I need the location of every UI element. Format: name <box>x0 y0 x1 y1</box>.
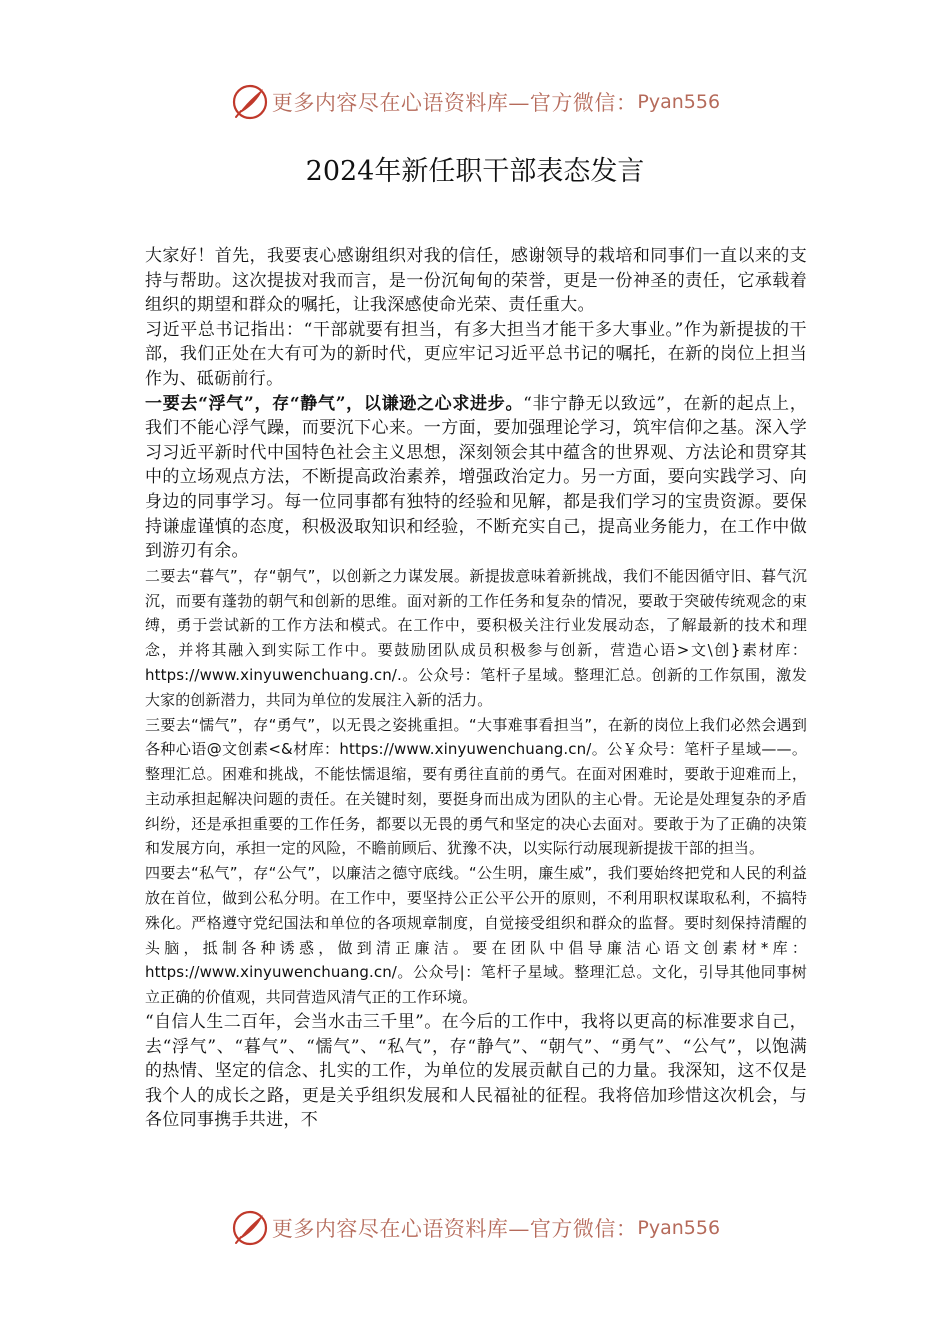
banner-handle: Pyan556 <box>637 91 721 113</box>
paragraph-quote: 习近平总书记指出：“干部就要有担当，有多大担当才能干多大事业。”作为新提拔的干部，我们正处在大有可为的新时代，更应牢记习近平总书记的嘱托，在新的岗位上担当作为、砥砺前行。 <box>145 319 807 389</box>
footer-banner <box>0 1208 950 1248</box>
document-body <box>145 244 807 1133</box>
banner-text: 更多内容尽在心语资料库—官方微信： <box>271 1217 638 1241</box>
paragraph-point-3: 三要去“懦气”，存“勇气”，以无畏之姿挑重担。“大事难事看担当”，在新的岗位上我们必然会遇到各种心语@文创素<&材库：https://www.xinyuwenchuang.cn/。公￥众号：笔杆子星域——。整理汇总。困难和挑战，不能怯懦退缩，要有勇往直前的勇气。在面对困难时，要敢于迎难而上，主动承担起解决问题的责任。在关键时刻，要挺身而出成为团队的主心骨。无论是处理复杂的矛盾纠纷，还是承担重要的工作任务，都要以无畏的勇气和坚定的决心去面对。要敢于为了正确的决策和发展方向，承担一定的风险，不瞻前顾后、犹豫不决，以实际行动展现新提拔干部的担当。 <box>145 715 807 858</box>
paragraph-point-4: 四要去“私气”，存“公气”，以廉洁之德守底线。“公生明，廉生威”，我们要始终把党和人民的利益放在首位，做到公私分明。在工作中，要坚持公正公平公开的原则，不利用职权谋取私利，不搞特殊化。严格遵守党纪国法和单位的各项规章制度，自觉接受组织和群众的监督。要时刻保持清醒的头脑，抵制各种诱惑，做到清正廉洁。要在团队中倡导廉洁心语文创素材*库：https://www.xinyuwenchuang.cn/。公众号|：笔杆子星域。整理汇总。文化，引导其他同事树立正确的价值观，共同营造风清气正的工作环境。 <box>145 864 807 1007</box>
quill-logo-icon <box>230 82 270 122</box>
paragraph-conclusion: “自信人生二百年，会当水击三千里”。在今后的工作中，我将以更高的标准要求自己，去“浮气”、“暮气”、“懦气”、“私气”，存“静气”、“朝气”、“勇气”、“公气”，以饱满的热情、坚定的信念、扎实的工作，为单位的发展贡献自己的力量。我深知，这不仅是我个人的成长之路，更是关乎组织发展和人民福祉的征程。我将倍加珍惜这次机会，与各位同事携手共进，不 <box>145 1012 807 1131</box>
point-1-body: “非宁静无以致远”，在新的起点上，我们不能心浮气躁，而要沉下心来。一方面，要加强理论学习，筑牢信仰之基。深入学习习近平新时代中国特色社会主义思想，深刻领会其中蕴含的世界观、方法论和贯穿其中的立场观点方法，不断提高政治素养，增强政治定力。另一方面，要向实践学习、向身边的同事学习。每一位同事都有独特的经验和见解，都是我们学习的宝贵资源。要保持谦虚谨慎的态度，积极汲取知识和经验，不断充实自己，提高业务能力，在工作中做到游刃有余。 <box>145 393 807 562</box>
banner-text: 更多内容尽在心语资料库—官方微信： <box>271 91 638 115</box>
quill-logo-icon <box>230 1208 270 1248</box>
paragraph-point-2: 二要去“暮气”，存“朝气”，以创新之力谋发展。新提拔意味着新挑战，我们不能因循守旧、暮气沉沉，而要有蓬勃的朝气和创新的思维。面对新的工作任务和复杂的情况，要敢于突破传统观念的束缚，勇于尝试新的工作方法和模式。在工作中，要积极关注行业发展动态，了解最新的技术和理念，并将其融入到实际工作中。要鼓励团队成员积极参与创新，营造心语>文\创}素材库：https://www.xinyuwenchuang.cn/.。公众号：笔杆子星域。整理汇总。创新的工作氛围，激发大家的创新潜力，共同为单位的发展注入新的活力。 <box>145 566 807 709</box>
paragraph-point-1 <box>145 392 807 564</box>
banner-handle: Pyan556 <box>637 1217 721 1239</box>
point-1-heading: 一要去“浮气”，存“静气”，以谦逊之心求进步。 <box>145 393 524 414</box>
document-title: 2024年新任职干部表态发言 <box>305 156 645 187</box>
paragraph-intro: 大家好！首先，我要衷心感谢组织对我的信任，感谢领导的栽培和同事们一直以来的支持与帮助。这次提拔对我而言，是一份沉甸甸的荣誉，更是一份神圣的责任，它承载着组织的期望和群众的嘱托，让我深感使命光荣、责任重大。 <box>145 246 807 316</box>
header-banner <box>0 82 950 122</box>
